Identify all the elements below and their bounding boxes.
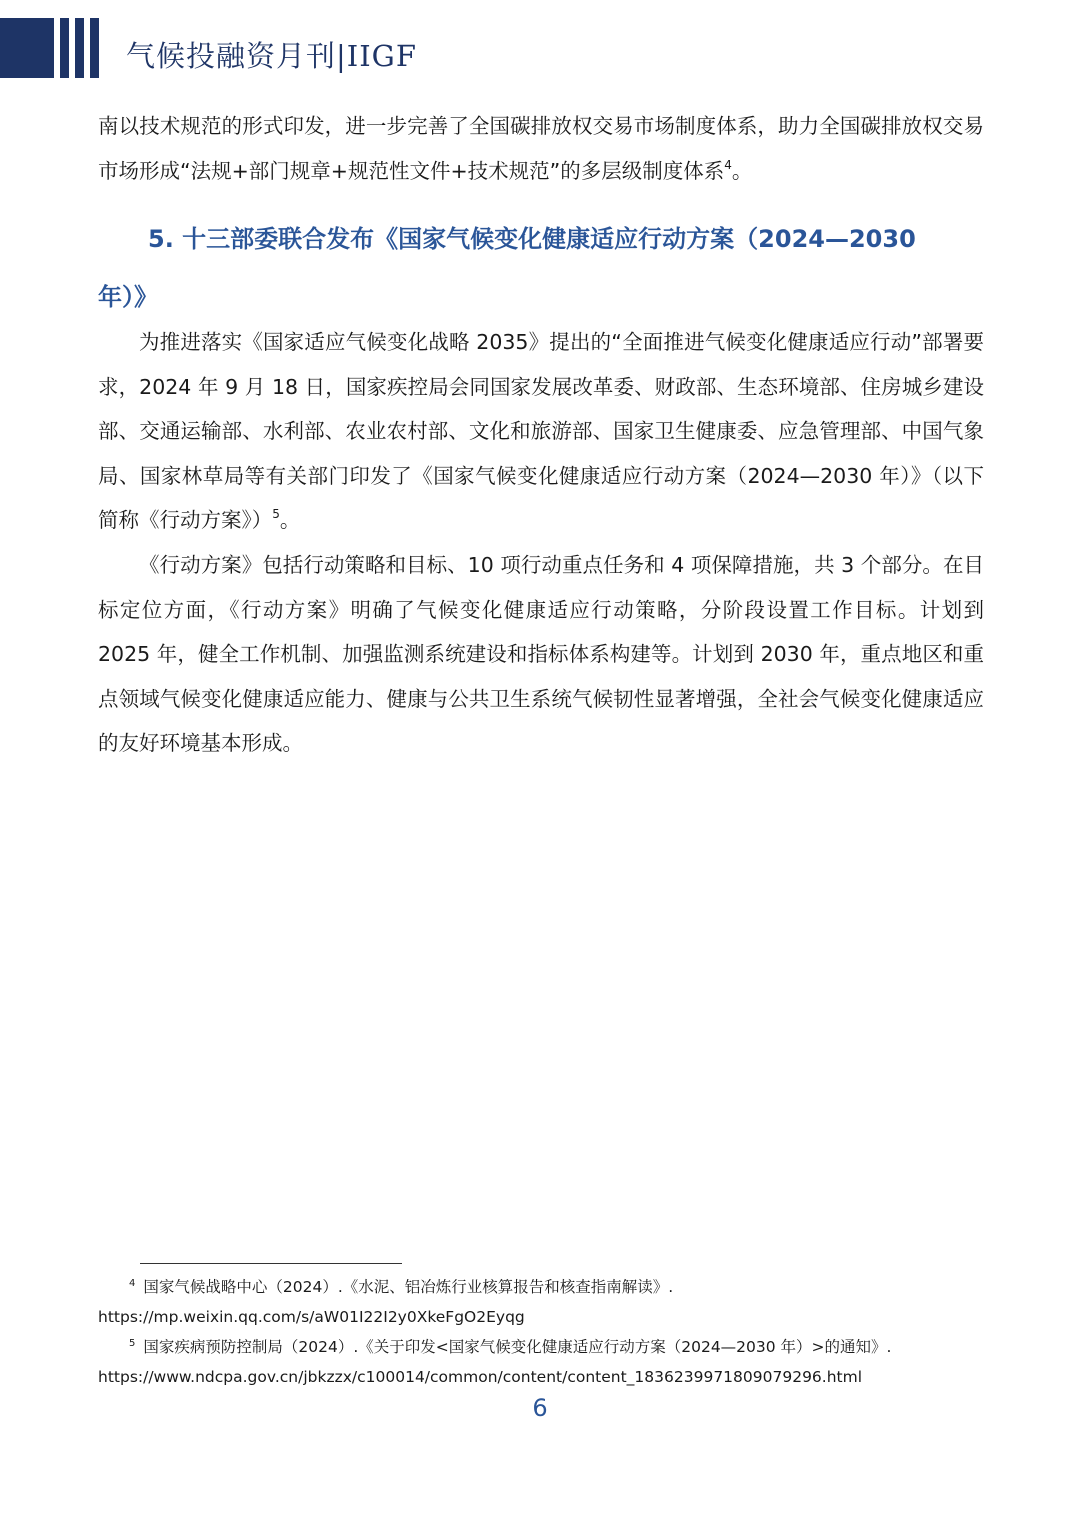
header-title: 气候投融资月刊|IIGF	[126, 39, 417, 73]
footnote-5-number: 5	[129, 1338, 136, 1349]
footnote-ref-5[interactable]: 5	[272, 507, 280, 521]
paragraph-1-end: 。	[279, 508, 301, 532]
page-number: 6	[532, 1394, 548, 1422]
footnote-5	[98, 1332, 998, 1362]
section-heading-line1: 5. 十三部委联合发布《国家气候变化健康适应行动方案（2024—2030	[148, 225, 916, 253]
continuation-text: 南以技术规范的形式印发，进一步完善了全国碳排放权交易市场制度体系，助力全国碳排放权交易市场形成“法规+部门规章+规范性文件+技术规范”的多层级制度体系	[98, 114, 984, 183]
footnote-4	[98, 1272, 998, 1302]
footnote-ref-4[interactable]: 4	[724, 157, 732, 172]
section-heading-line2: 年）》	[98, 283, 158, 311]
header-bar-stripe	[75, 18, 84, 78]
paragraph-1-text: 为推进落实《国家适应气候变化战略 2035》提出的“全面推进气候变化健康适应行动”部署要求，2024 年 9 月 18 日，国家疾控局会同国家发展改革委、财政部、生态环境部、住房城乡建设部、交通运输部、水利部、农业农村部、文化和旅游部、国家卫生健康委、应急管理部、中国气象局、国家林草局等有关部门印发了《国家气候变化健康适应行动方案（2024—2030 年）》（以下简称《行动方案》）	[98, 330, 984, 532]
footnote-4-text: 国家气候战略中心（2024）.《水泥、铝冶炼行业核算报告和核查指南解读》.	[143, 1278, 674, 1296]
section-heading	[98, 210, 984, 326]
header-bar-block	[0, 18, 54, 78]
header-bar-stripe	[60, 18, 69, 78]
footnote-4-number: 4	[129, 1278, 136, 1289]
section-paragraph-1	[98, 320, 984, 543]
footnote-4-url[interactable]: https://mp.weixin.qq.com/s/aW01I22I2y0XkeFgO2Eyqg	[98, 1308, 525, 1326]
punctuation: 。	[731, 158, 753, 183]
footnotes	[98, 1272, 998, 1392]
header-bar-stripe	[90, 18, 99, 78]
section-paragraph-2	[98, 543, 984, 766]
paragraph-2-text: 《行动方案》包括行动策略和目标、10 项行动重点任务和 4 项保障措施，共 3 个部分。在目标定位方面，《行动方案》明确了气候变化健康适应行动策略，分阶段设置工作目标。计划到 2025 年，健全工作机制、加强监测系统建设和指标体系构建等。计划到 2030 年，重点地区和重点领域气候变化健康适应能力、健康与公共卫生系统气候韧性显著增强，全社会气候变化健康适应的友好环境基本形成。	[98, 553, 984, 755]
continuation-paragraph	[98, 104, 984, 193]
footnote-5-url[interactable]: https://www.ndcpa.gov.cn/jbkzzx/c100014/common/content/content_1836239971809079296.html	[98, 1368, 863, 1386]
footnote-divider	[140, 1263, 402, 1264]
footnote-5-text: 国家疾病预防控制局（2024）.《关于印发<国家气候变化健康适应行动方案（2024—2030 年）>的通知》.	[143, 1338, 892, 1356]
